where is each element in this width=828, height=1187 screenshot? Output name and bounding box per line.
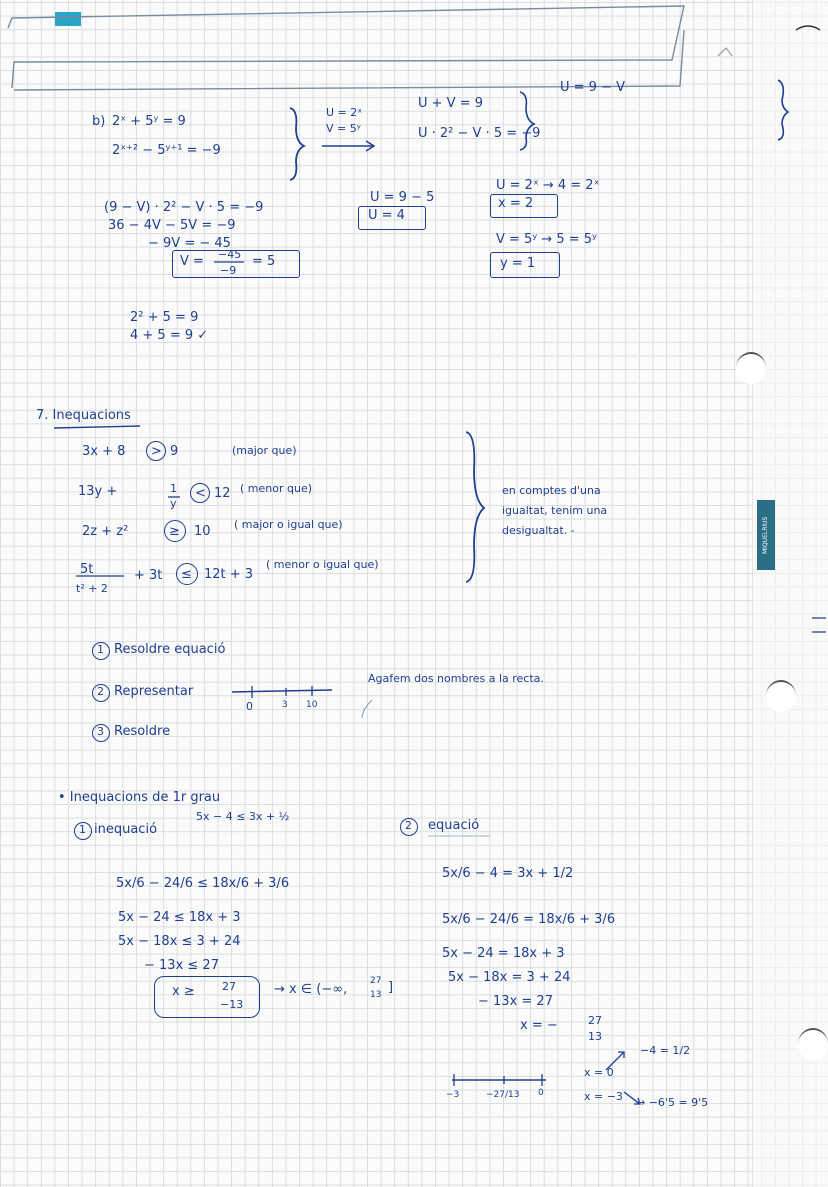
right-line-1: 5x/6 − 4 = 3x + 1/2 [442, 866, 574, 881]
step-3-num: 3 [97, 725, 104, 738]
note-line-1: en comptes d'una [502, 484, 601, 497]
ineq-4-num: 5t [80, 562, 94, 577]
step-2-text: Representar [114, 684, 194, 699]
solution-box [154, 976, 260, 1018]
u-calc: U = 9 − 5 [370, 190, 435, 205]
right-den: 13 [588, 1030, 602, 1043]
ineq-2-den: y [170, 497, 177, 510]
right-line-4: 5x − 18x = 3 + 24 [448, 970, 571, 985]
substitution-u: U = 2ˣ [326, 106, 363, 119]
check-line-2: 4 + 5 = 9 ✓ [130, 328, 209, 343]
v-result: = 5 [252, 254, 276, 269]
part-label: b) [92, 114, 106, 129]
x-result: x = 2 [498, 196, 534, 211]
linear-eq-1: U + V = 9 [418, 96, 483, 111]
step-2-num: 2 [97, 685, 104, 698]
nl-label: −3 [446, 1090, 460, 1100]
ineq-4-den: t² + 2 [76, 582, 108, 595]
binder-hole [766, 680, 796, 712]
ineq-4-sign: ≤ [181, 567, 192, 582]
solution-num: 27 [222, 980, 236, 993]
ineq-2: 13y + [78, 484, 118, 499]
number-line-1 [232, 690, 332, 692]
u-result: U = 4 [368, 208, 405, 223]
note-line-2: igualtat, tenim una [502, 504, 608, 517]
note-line-3: desigualtat. - [502, 524, 575, 537]
v-fraction-num: −45 [218, 248, 242, 261]
subsection-title: • Inequacions de 1r grau [58, 790, 221, 805]
heading-1-num: 1 [79, 823, 86, 836]
number-line-note: Agafem dos nombres a la recta. [368, 672, 544, 685]
y-result: y = 1 [500, 256, 536, 271]
solution-den: −13 [220, 998, 244, 1011]
tick-label: 3 [282, 700, 288, 710]
ineq-4-rhs: 12t + 3 [204, 567, 254, 582]
work-line-2: 36 − 4V − 5V = −9 [108, 218, 236, 233]
interval-num: 27 [370, 976, 382, 986]
work-line-1: (9 − V) · 2² − V · 5 = −9 [104, 200, 264, 215]
ineq-3-sign: ≥ [169, 524, 180, 539]
binder-hole [736, 352, 766, 384]
binder-hole [798, 1028, 828, 1060]
step-1-num: 1 [97, 643, 104, 656]
section-title: 7. Inequacions [36, 408, 131, 423]
example-inequation: 5x − 4 ≤ 3x + ½ [196, 810, 290, 823]
system-eq-2: 2ˣ⁺² − 5ʸ⁺¹ = −9 [112, 143, 221, 158]
ineq-2-sign: < [195, 486, 206, 501]
left-line-4: − 13x ≤ 27 [144, 958, 219, 973]
test-result-2: → −6'5 = 9'5 [636, 1096, 709, 1109]
solution-line: x ≥ [172, 984, 195, 999]
test-result-1: −4 = 1/2 [640, 1044, 691, 1057]
step-1-text: Resoldre equació [114, 642, 226, 657]
brand-label: MIQUELRIUS [757, 500, 775, 570]
interval-close: ] [388, 980, 394, 995]
ineq-4: + 3t [134, 568, 163, 583]
heading-equacio: equació [428, 818, 480, 833]
ineq-3-note: ( major o igual que) [234, 518, 343, 531]
interval: → x ∈ (−∞, [274, 982, 348, 997]
interval-den: 13 [370, 990, 382, 1000]
substitution-v: V = 5ʸ [326, 122, 361, 135]
heading-inequacio: inequació [94, 822, 158, 837]
test-value-2: x = −3 [584, 1090, 623, 1103]
inequations-brace [466, 432, 484, 582]
nl-label: 0 [538, 1088, 544, 1098]
left-line-1: 5x/6 − 24/6 ≤ 18x/6 + 3/6 [116, 876, 290, 891]
right-line-3: 5x − 24 = 18x + 3 [442, 946, 565, 961]
work-line-3: − 9V = − 45 [148, 236, 231, 251]
system-brace [290, 108, 304, 180]
linear-eq-2: U · 2² − V · 5 = −9 [418, 126, 541, 141]
left-line-2: 5x − 24 ≤ 18x + 3 [118, 910, 241, 925]
right-line-6: x = − [520, 1018, 558, 1033]
work-line-4: V = [180, 254, 204, 269]
test-value-1: x = 0 [584, 1066, 614, 1079]
right-num: 27 [588, 1014, 602, 1027]
right-line-2: 5x/6 − 24/6 = 18x/6 + 3/6 [442, 912, 616, 927]
ineq-1-note: (major que) [232, 444, 297, 457]
ineq-2-rhs: 12 [214, 486, 231, 501]
ineq-2-note: ( menor que) [240, 482, 313, 495]
ineq-3-rhs: 10 [194, 524, 211, 539]
heading-2-num: 2 [405, 819, 412, 832]
ineq-1-sign: > [151, 444, 162, 459]
nl-label: −27/13 [486, 1090, 520, 1100]
ineq-4-note: ( menor o igual que) [266, 558, 379, 571]
tick-label: 0 [246, 700, 253, 713]
step-3-text: Resoldre [114, 724, 171, 739]
y-calc: V = 5ʸ → 5 = 5ʸ [496, 232, 597, 247]
v-fraction-den: −9 [220, 264, 237, 277]
header-frame [8, 6, 684, 88]
ineq-3: 2z + z² [82, 524, 129, 539]
left-line-3: 5x − 18x ≤ 3 + 24 [118, 934, 241, 949]
right-line-5: − 13x = 27 [478, 994, 553, 1009]
system-eq-1: 2ˣ + 5ʸ = 9 [112, 114, 186, 129]
ineq-1: 3x + 8 [82, 444, 126, 459]
ineq-2-num: 1 [170, 482, 177, 495]
tick-label: 10 [306, 700, 318, 710]
check-line-1: 2² + 5 = 9 [130, 310, 199, 325]
x-calc: U = 2ˣ → 4 = 2ˣ [496, 178, 600, 193]
u-expression: U = 9 − V [560, 80, 625, 95]
ineq-1-rhs: 9 [170, 444, 179, 459]
